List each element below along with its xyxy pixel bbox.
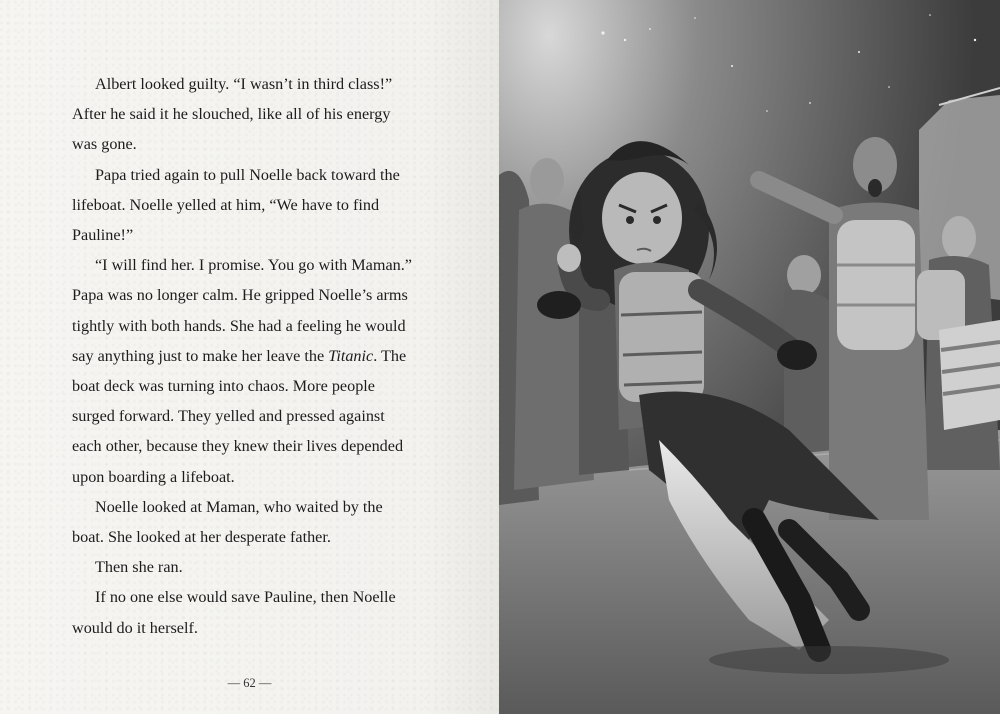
text-page bbox=[0, 0, 499, 714]
paragraph-text: “I will find her. I promise. You go with Maman.” Papa was no longer calm. He gripped Noelle’s arms tightly with both hands. She had a feeling he would say anything just to make her leave the bbox=[72, 256, 412, 365]
ship-name-italic: Titanic bbox=[328, 346, 374, 365]
story-text bbox=[72, 69, 412, 643]
paragraph bbox=[72, 250, 412, 492]
illustration-page bbox=[499, 0, 1000, 714]
illustration-noelle-running bbox=[499, 0, 1000, 714]
paragraph: Noelle looked at Maman, who waited by the boat. She looked at her desperate father. bbox=[72, 497, 383, 547]
paragraph: Then she ran. bbox=[95, 558, 183, 577]
paragraph: If no one else would save Pauline, then Noelle would do it herself. bbox=[72, 588, 396, 637]
paragraph-text: . The boat deck was turning into chaos. More people surged forward. They yelled and pressed against each other, because they knew their lives depended upon boarding a lifeboat. bbox=[72, 346, 407, 486]
page-number: — 62 — bbox=[227, 676, 272, 690]
paragraph: Papa tried again to pull Noelle back toward the lifeboat. Noelle yelled at him, “We have to find Pauline!” bbox=[72, 165, 400, 245]
paragraph: Albert looked guilty. “I wasn’t in third class!” After he said it he slouched, like all of his energy was gone. bbox=[72, 75, 393, 154]
